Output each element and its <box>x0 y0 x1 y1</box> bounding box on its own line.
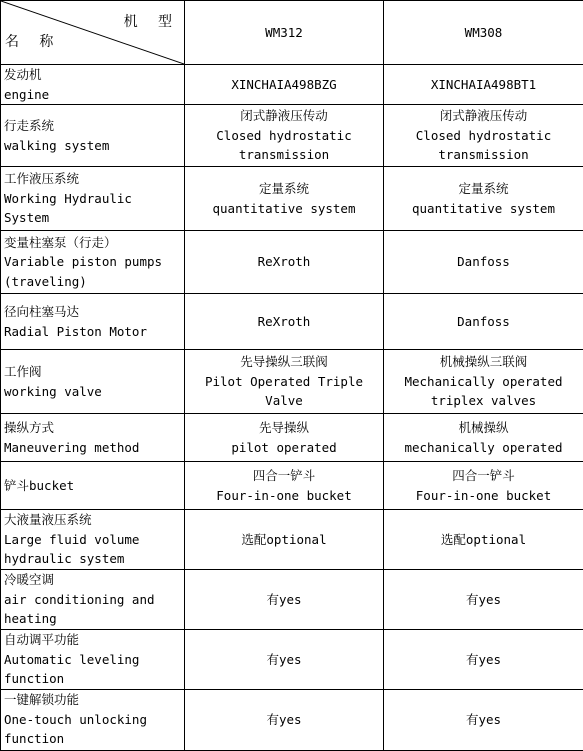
spec-value-wm312 <box>185 294 384 350</box>
table-row <box>1 630 583 690</box>
spec-name-cell <box>1 414 185 462</box>
spec-value-wm312 <box>185 167 384 231</box>
spec-name-cell-line: Variable piston pumps <box>4 252 181 272</box>
spec-name-cell-line: 行走系统 <box>4 116 181 136</box>
spec-name-cell-line: One-touch unlocking <box>4 710 181 730</box>
spec-value-wm312-line: 有yes <box>188 590 380 610</box>
spec-name-cell <box>1 350 185 414</box>
spec-value-wm312-line: 先导操纵 <box>188 418 380 438</box>
spec-name-cell-line: (traveling) <box>4 272 181 292</box>
table-row <box>1 570 583 630</box>
spec-name-cell-line: System <box>4 208 181 228</box>
table-row <box>1 350 583 414</box>
spec-name-cell-line: 一键解锁功能 <box>4 690 181 710</box>
spec-value-wm312-line: 有yes <box>188 710 380 730</box>
spec-name-cell-line: working valve <box>4 382 181 402</box>
spec-value-wm308-line: 四合一铲斗 <box>387 466 580 486</box>
spec-name-cell-line: Large fluid volume <box>4 530 181 550</box>
spec-value-wm312-line: 先导操纵三联阀 <box>188 352 380 372</box>
spec-value-wm312-line: Four-in-one bucket <box>188 486 380 506</box>
spec-name-cell-line: 发动机 <box>4 65 181 85</box>
spec-value-wm308-line: mechanically operated <box>387 438 580 458</box>
spec-value-wm308-line: Closed hydrostatic <box>387 126 580 146</box>
spec-value-wm308-line: 有yes <box>387 710 580 730</box>
spec-value-wm312-line: 定量系统 <box>188 179 380 199</box>
spec-value-wm308 <box>384 570 583 630</box>
spec-value-wm312 <box>185 65 384 105</box>
model-header-wm308: WM308 <box>384 1 583 65</box>
spec-value-wm308-line: quantitative system <box>387 199 580 219</box>
header-model-label: 机 型 <box>124 13 178 33</box>
spec-value-wm308 <box>384 350 583 414</box>
spec-name-cell-line: function <box>4 729 181 749</box>
spec-value-wm308-line: Mechanically operated <box>387 372 580 392</box>
spec-value-wm312 <box>185 414 384 462</box>
spec-name-cell <box>1 294 185 350</box>
spec-value-wm312-line: Pilot Operated Triple <box>188 372 380 392</box>
spec-name-cell-line: Maneuvering method <box>4 438 181 458</box>
spec-value-wm312 <box>185 689 384 750</box>
spec-value-wm312 <box>185 510 384 570</box>
spec-value-wm312-line: 有yes <box>188 650 380 670</box>
spec-value-wm312 <box>185 462 384 510</box>
spec-value-wm308-line: Danfoss <box>387 252 580 272</box>
spec-value-wm312-line: ReXroth <box>188 252 380 272</box>
spec-value-wm308 <box>384 510 583 570</box>
spec-name-cell <box>1 630 185 690</box>
spec-name-cell-line: heating <box>4 609 181 629</box>
table-row <box>1 294 583 350</box>
spec-name-cell <box>1 689 185 750</box>
spec-value-wm312-line: 选配optional <box>188 530 380 550</box>
spec-name-cell-line: 工作液压系统 <box>4 169 181 189</box>
spec-value-wm312-line: ReXroth <box>188 312 380 332</box>
spec-value-wm308 <box>384 167 583 231</box>
spec-name-cell <box>1 462 185 510</box>
table-row <box>1 462 583 510</box>
spec-value-wm308-line: 机械操纵三联阀 <box>387 352 580 372</box>
spec-name-cell <box>1 167 185 231</box>
table-row <box>1 510 583 570</box>
table-row <box>1 65 583 105</box>
spec-name-cell-line: Working Hydraulic <box>4 189 181 209</box>
spec-value-wm308-line: 闭式静液压传动 <box>387 106 580 126</box>
spec-value-wm312-line: XINCHAIA498BZG <box>188 75 380 95</box>
spec-value-wm312 <box>185 350 384 414</box>
spec-name-cell <box>1 570 185 630</box>
spec-name-cell-line: walking system <box>4 136 181 156</box>
spec-value-wm308 <box>384 294 583 350</box>
spec-name-cell-line: engine <box>4 85 181 105</box>
spec-name-cell <box>1 65 185 105</box>
spec-name-cell-line: Automatic leveling <box>4 650 181 670</box>
table-row <box>1 105 583 167</box>
spec-name-cell-line: 冷暖空调 <box>4 570 181 590</box>
model-header-wm312: WM312 <box>185 1 384 65</box>
table-row <box>1 414 583 462</box>
spec-value-wm308 <box>384 414 583 462</box>
spec-name-cell-line: 大液量液压系统 <box>4 510 181 530</box>
spec-value-wm308 <box>384 689 583 750</box>
spec-value-wm312-line: transmission <box>188 145 380 165</box>
spec-value-wm312-line: quantitative system <box>188 199 380 219</box>
spec-name-cell-line: function <box>4 669 181 689</box>
spec-name-cell-line: 径向柱塞马达 <box>4 302 181 322</box>
header-corner-cell <box>1 1 185 65</box>
header-row <box>1 1 583 65</box>
spec-name-cell-line: 铲斗bucket <box>4 476 181 496</box>
spec-value-wm308-line: triplex valves <box>387 391 580 411</box>
spec-name-cell-line: 自动调平功能 <box>4 630 181 650</box>
spec-value-wm312-line: Closed hydrostatic <box>188 126 380 146</box>
table-row <box>1 231 583 294</box>
spec-value-wm308 <box>384 462 583 510</box>
spec-name-cell-line: air conditioning and <box>4 590 181 610</box>
spec-value-wm308-line: 有yes <box>387 590 580 610</box>
spec-name-cell-line: 变量柱塞泵（行走） <box>4 233 181 253</box>
spec-value-wm312-line: 四合一铲斗 <box>188 466 380 486</box>
spec-name-cell <box>1 510 185 570</box>
spec-value-wm308-line: transmission <box>387 145 580 165</box>
spec-value-wm312 <box>185 630 384 690</box>
spec-value-wm308-line: Four-in-one bucket <box>387 486 580 506</box>
spec-name-cell-line: 操纵方式 <box>4 418 181 438</box>
table-row <box>1 689 583 750</box>
header-name-label: 名 称 <box>5 33 59 53</box>
spec-value-wm308-line: Danfoss <box>387 312 580 332</box>
table-row <box>1 167 583 231</box>
spec-value-wm308-line: 选配optional <box>387 530 580 550</box>
spec-name-cell-line: 工作阀 <box>4 362 181 382</box>
spec-value-wm308-line: 有yes <box>387 650 580 670</box>
spec-value-wm312 <box>185 105 384 167</box>
spec-table-body <box>1 1 583 751</box>
spec-value-wm312 <box>185 570 384 630</box>
spec-value-wm312-line: 闭式静液压传动 <box>188 106 380 126</box>
spec-value-wm308-line: XINCHAIA498BT1 <box>387 75 580 95</box>
spec-value-wm312 <box>185 231 384 294</box>
spec-value-wm308-line: 机械操纵 <box>387 418 580 438</box>
spec-value-wm312-line: pilot operated <box>188 438 380 458</box>
spec-name-cell <box>1 105 185 167</box>
spec-value-wm308-line: 定量系统 <box>387 179 580 199</box>
spec-value-wm308 <box>384 105 583 167</box>
spec-value-wm308 <box>384 65 583 105</box>
spec-name-cell-line: Radial Piston Motor <box>4 322 181 342</box>
spec-name-cell-line: hydraulic system <box>4 549 181 569</box>
spec-name-cell <box>1 231 185 294</box>
spec-value-wm308 <box>384 231 583 294</box>
spec-value-wm308 <box>384 630 583 690</box>
spec-value-wm312-line: Valve <box>188 391 380 411</box>
